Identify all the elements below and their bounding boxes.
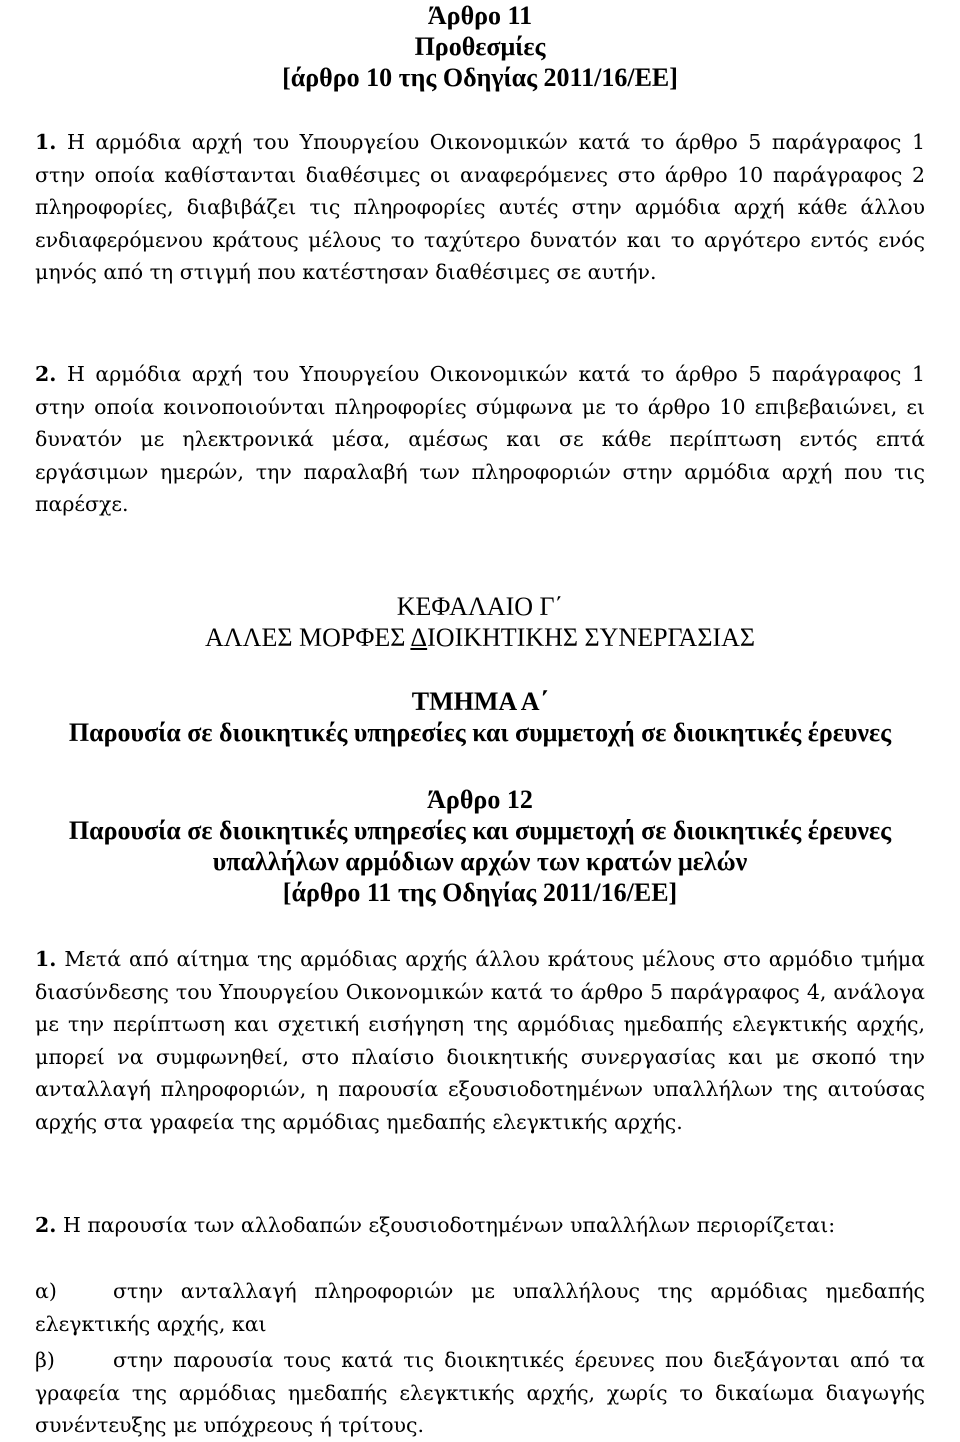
chapter-title: ΚΕΦΑΛΑΙΟ Γ΄: [396, 592, 564, 621]
article12-paragraph-1: [35, 943, 925, 1138]
paragraph-number: 2.: [35, 1213, 57, 1237]
article11-title: Άρθρο 11: [427, 1, 533, 30]
article12-title: Άρθρο 12: [427, 785, 533, 814]
section-title: ΤΜΗΜΑ Α΄: [411, 687, 549, 716]
paragraph-number: 1.: [35, 130, 57, 154]
article12-ref: [άρθρο 11 της Οδηγίας 2011/16/ΕΕ]: [282, 878, 678, 907]
chapter-heading: [35, 591, 925, 653]
article11-paragraph-2: [35, 358, 925, 521]
chapter-subtitle: ΑΛΛΕΣ ΜΟΡΦΕΣ ΔΙΟΙΚΗΤΙΚΗΣ ΣΥΝΕΡΓΑΣΙΑΣ: [204, 623, 756, 652]
article12-item-a: [35, 1275, 925, 1340]
article12-subtitle-line2: υπαλλήλων αρμόδιων αρχών των κρατών μελών: [212, 847, 748, 876]
list-item-label: α): [35, 1279, 57, 1303]
paragraph-text: Η αρμόδια αρχή του Υπουργείου Οικονομικών κατά το άρθρο 5 παράγραφος 1 στην οποία καθίστανται διαθέσιμες οι αναφερόμενες στο άρθρο 10 παράγραφος 2 πληροφορίες, διαβιβάζει τις πληροφορίες αυτές στην αρμόδια αρχή κάθε άλλου ενδιαφερόμενου κράτους μέλους το ταχύτερο δυνατόν και το αργότερο εντός ενός μηνός από τη στιγμή που κατέστησαν διαθέσιμες σε αυτήν.: [35, 130, 925, 284]
list-item-text: στην παρουσία τους κατά τις διοικητικές έρευνες που διεξάγονται από τα γραφεία της αρμόδιας ημεδαπής ελεγκτικής αρχής, χωρίς το δικαίωμα διαγωγής συνέντευξης με υπόχρεους ή τρίτους.: [35, 1348, 925, 1437]
paragraph-text: Η παρουσία των αλλοδαπών εξουσιοδοτημένων υπαλλήλων περιορίζεται:: [62, 1213, 836, 1237]
paragraph-text: Μετά από αίτημα της αρμόδιας αρχής άλλου κράτους μέλους στο αρμόδιο τμήμα διασύνδεσης του Υπουργείου Οικονομικών κατά το άρθρο 5 παράγραφος 4, ανάλογα με την περίπτωση και σχετική εισήγηση της αρμόδιας ημεδαπής ελεγκτικής αρχής, μπορεί να συμφωνηθεί, στο πλαίσιο διοικητικής συνεργασίας και με σκοπό την ανταλλαγή πληροφοριών, η παρουσία εξουσιοδοτημένων υπαλλήλων της αιτούσας αρχής στα γραφεία της αρμόδιας ημεδαπής ελεγκτικής αρχής.: [35, 947, 925, 1134]
article11-heading: [35, 0, 925, 93]
paragraph-number: 1.: [35, 947, 57, 971]
article12-heading: [35, 784, 925, 908]
article12-subtitle-line1: Παρουσία σε διοικητικές υπηρεσίες και συμμετοχή σε διοικητικές έρευνες: [68, 816, 892, 845]
article11-paragraph-1: [35, 126, 925, 289]
section-heading: [35, 686, 925, 748]
article11-subtitle: Προθεσμίες: [414, 32, 546, 61]
list-item-text: στην ανταλλαγή πληροφοριών με υπαλλήλους της αρμόδιας ημεδαπής ελεγκτικής αρχής, και: [35, 1279, 925, 1336]
article11-ref: [άρθρο 10 της Οδηγίας 2011/16/ΕΕ]: [282, 63, 678, 92]
paragraph-number: 2.: [35, 362, 57, 386]
article12-paragraph-2: [35, 1209, 925, 1242]
section-subtitle: Παρουσία σε διοικητικές υπηρεσίες και συμμετοχή σε διοικητικές έρευνες: [68, 718, 892, 747]
list-item-label: β): [35, 1348, 55, 1372]
paragraph-text: Η αρμόδια αρχή του Υπουργείου Οικονομικών κατά το άρθρο 5 παράγραφος 1 στην οποία κοινοποιούνται πληροφορίες σύμφωνα με το άρθρο 10 επιβεβαιώνει, ει δυνατόν με ηλεκτρονικά μέσα, αμέσως και σε κάθε περίπτωση εντός επτά εργάσιμων ημερών, την παραλαβή των πληροφοριών στην αρμόδια αρχή που τις παρέσχε.: [35, 362, 925, 516]
article12-item-b: [35, 1344, 925, 1442]
